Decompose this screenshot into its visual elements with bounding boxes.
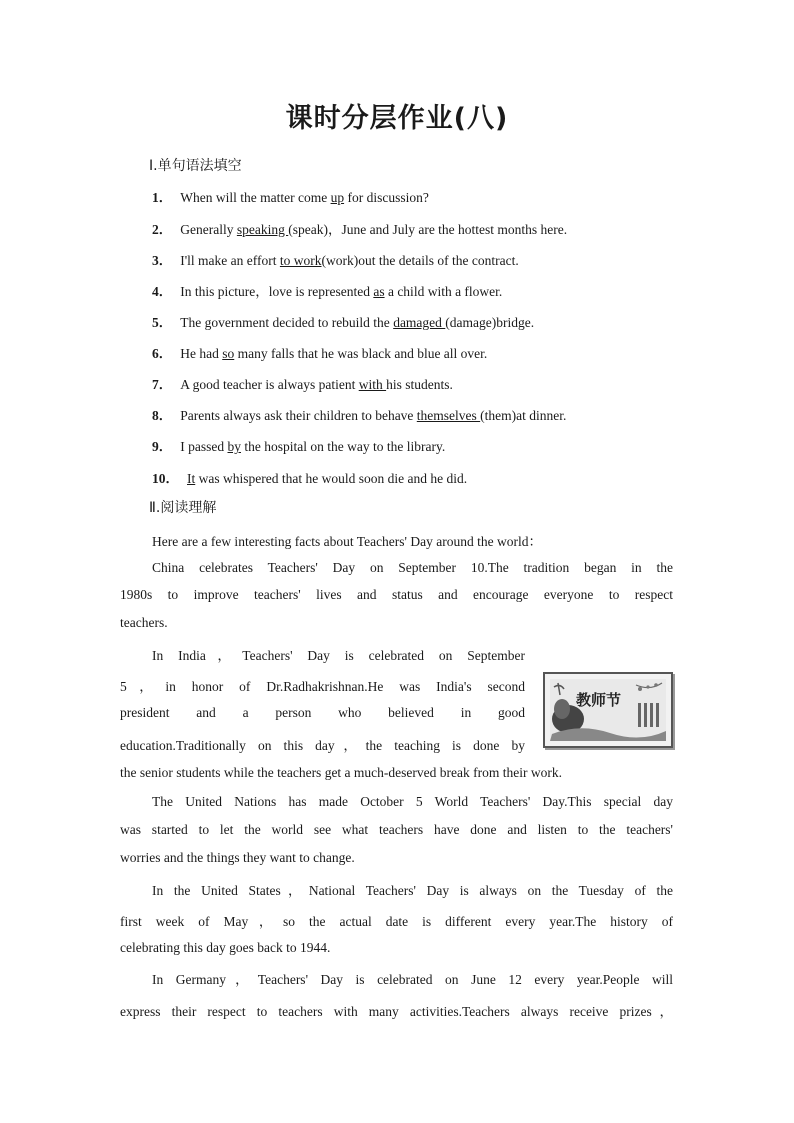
question-item xyxy=(152,249,519,269)
answer-blank: by xyxy=(227,439,241,454)
answer-blank: It xyxy=(187,471,196,486)
paragraph-line: celebrating this day goes back to 1944. xyxy=(120,940,331,955)
question-text: In this picture，love is represented xyxy=(180,284,374,299)
question-item xyxy=(152,373,453,393)
question-number: 6． xyxy=(152,346,173,361)
question-item xyxy=(152,311,534,331)
question-text: a child with a flower. xyxy=(384,284,503,299)
question-number: 8． xyxy=(152,408,173,423)
paragraph-line: teachers. xyxy=(120,615,168,630)
question-text: (work)out the details of the contract. xyxy=(321,253,519,268)
paragraph-line: worries and the things they want to change. xyxy=(120,850,355,865)
paragraph-line: In Germany，Teachers' Day is celebrated on June 12 every year.People will xyxy=(152,972,673,987)
question-text: the hospital on the way to the library. xyxy=(241,439,446,454)
question-text: Generally xyxy=(180,222,237,237)
question-item xyxy=(152,342,487,362)
teachers-day-image xyxy=(543,672,673,748)
answer-blank: with xyxy=(358,377,387,392)
question-text: A good teacher is always patient xyxy=(180,377,359,392)
question-text: his students. xyxy=(386,377,453,392)
question-item xyxy=(152,467,467,487)
question-number: 4． xyxy=(152,284,173,299)
section-heading-reading: Ⅱ.阅读理解 xyxy=(149,500,217,516)
question-item xyxy=(152,280,502,300)
image-caption: 教师节 xyxy=(576,691,622,709)
answer-blank: damaged xyxy=(393,315,446,330)
answer-blank: to work xyxy=(279,253,322,268)
question-text: The government decided to rebuild the xyxy=(180,315,394,330)
question-text: When will the matter come xyxy=(180,190,331,205)
paragraph-line: In India，Teachers' Day is celebrated on September xyxy=(152,648,525,663)
question-text: for discussion? xyxy=(344,190,429,205)
paragraph-line: was started to let the world see what teachers have done and listen to the teachers' xyxy=(120,822,673,837)
question-item xyxy=(152,435,445,455)
paragraph-line: In the United States，National Teachers' Day is always on the Tuesday of the xyxy=(152,883,673,898)
paragraph-line: the senior students while the teachers get a much-deserved break from their work. xyxy=(120,765,562,780)
question-text: I passed xyxy=(180,439,228,454)
paragraph-line: education.Traditionally on this day，the teaching is done by xyxy=(120,738,525,753)
answer-blank: themselves xyxy=(416,408,481,423)
answer-blank: speaking xyxy=(236,222,289,237)
paragraph-line: president and a person who believed in good xyxy=(120,705,525,720)
question-number: 9． xyxy=(152,439,173,454)
question-item xyxy=(152,186,429,206)
paragraph-line: The United Nations has made October 5 World Teachers' Day.This special day xyxy=(152,794,673,809)
question-text: was whispered that he would soon die and he did. xyxy=(195,471,468,486)
question-text: Parents always ask their children to behave xyxy=(180,408,417,423)
section-heading-grammar: Ⅰ.单句语法填空 xyxy=(149,158,242,174)
paragraph-line: 1980s to improve teachers' lives and status and encourage everyone to respect xyxy=(120,587,673,602)
answer-blank: so xyxy=(222,346,235,361)
question-text: I'll make an effort xyxy=(180,253,280,268)
question-text: He had xyxy=(180,346,223,361)
question-number: 7． xyxy=(152,377,173,392)
teachers-day-image-content xyxy=(550,679,666,741)
answer-blank: up xyxy=(330,190,345,205)
question-number: 2． xyxy=(152,222,173,237)
question-number: 3． xyxy=(152,253,173,268)
paragraph-line: 5，in honor of Dr.Radhakrishnan.He was India's second xyxy=(120,679,525,694)
question-item xyxy=(152,404,566,424)
question-text: many falls that he was black and blue all over. xyxy=(234,346,488,361)
question-item xyxy=(152,218,567,238)
page-title: 课时分层作业(八) xyxy=(285,103,509,134)
paragraph-line: first week of May，so the actual date is different every year.The history of xyxy=(120,914,673,929)
paragraph-line: express their respect to teachers with many activities.Teachers always receive prizes， xyxy=(120,1004,673,1019)
reading-intro: Here are a few interesting facts about Teachers' Day around the world： xyxy=(152,534,542,549)
question-number: 10． xyxy=(152,471,179,486)
question-number: 5． xyxy=(152,315,173,330)
question-number: 1． xyxy=(152,190,173,205)
question-text: (damage)bridge. xyxy=(445,315,535,330)
question-text: (them)at dinner. xyxy=(480,408,567,423)
paragraph-line: China celebrates Teachers' Day on September 10.The tradition began in the xyxy=(152,560,673,575)
question-text: (speak)，June and July are the hottest months here. xyxy=(288,222,568,237)
answer-blank: as xyxy=(373,284,385,299)
